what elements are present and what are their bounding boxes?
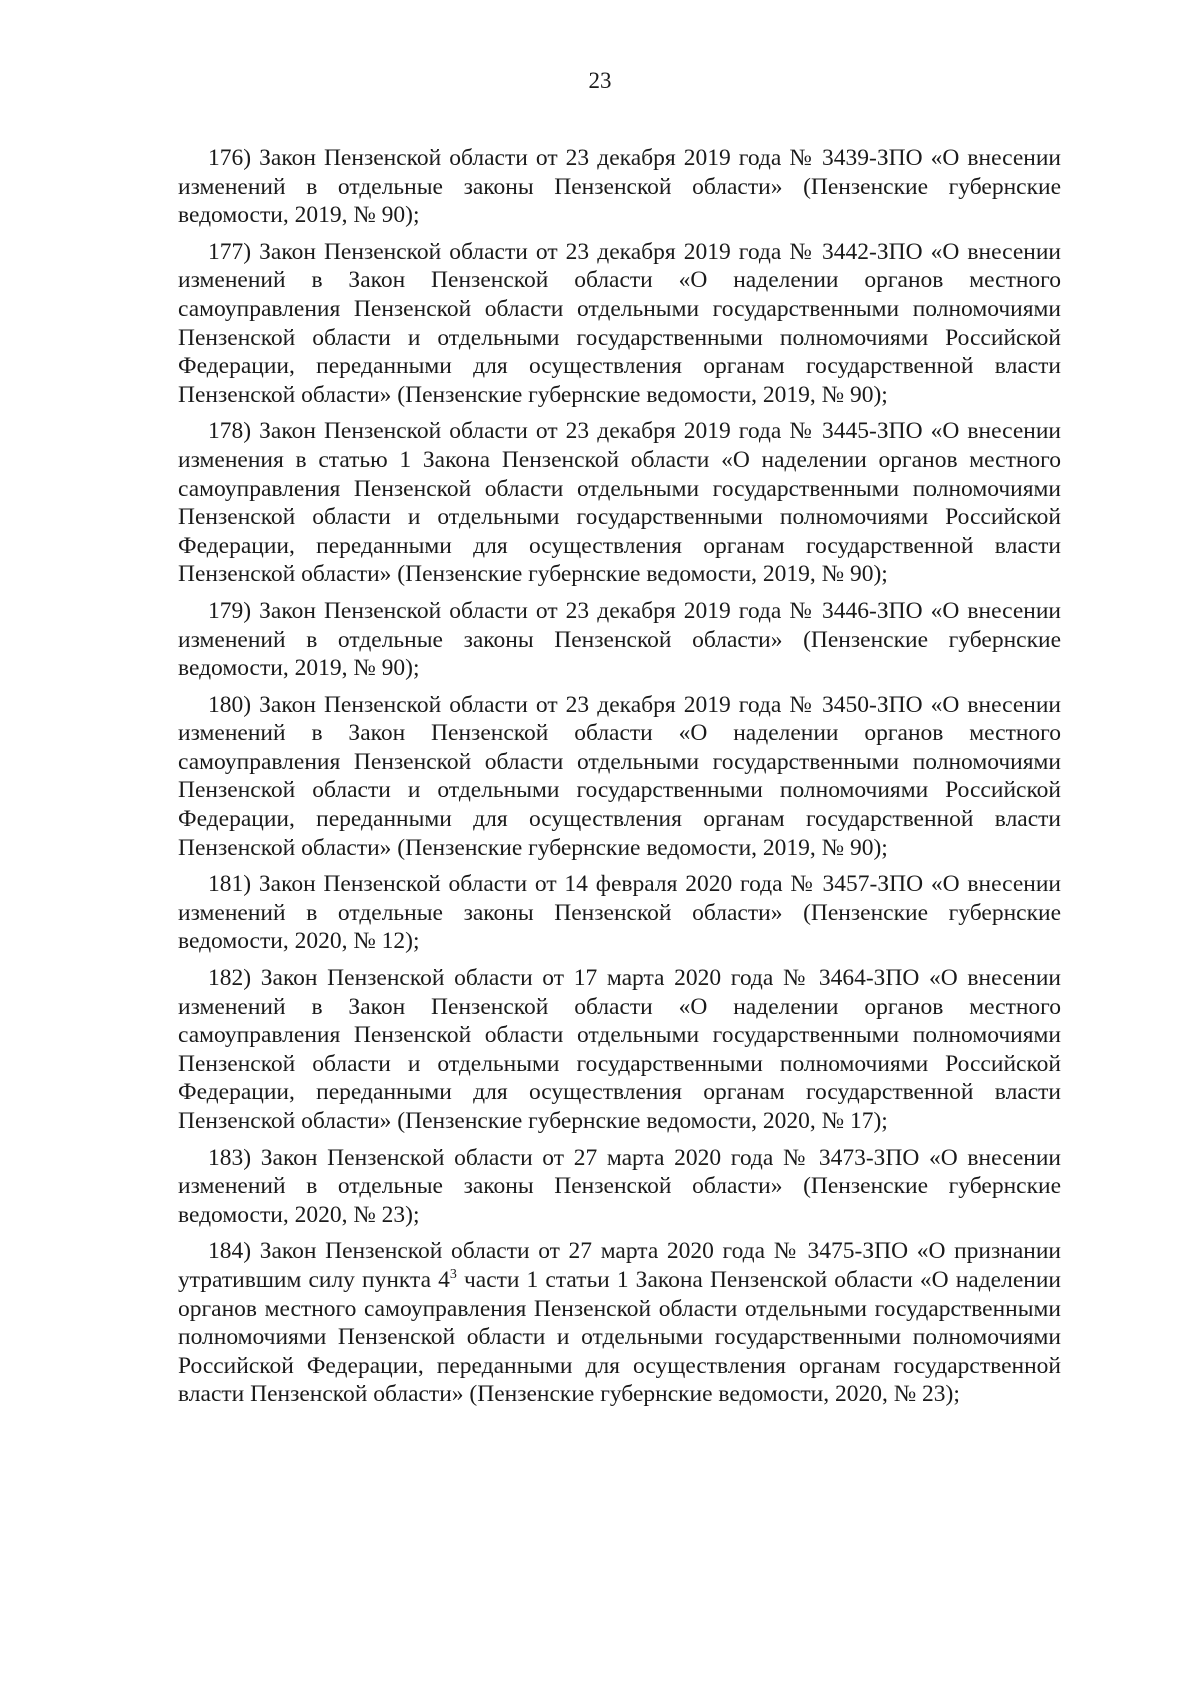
list-item-182: 182) Закон Пензенской области от 17 марта 2020 года № 3464-ЗПО «О внесении изменений в Закон Пензенской области «О наделении органов местного самоуправления Пензенской области отдельными государственными полномочиями Пензенской области и отдельными государственными полномочиями Российской Федерации, переданными для осуществления органам государственной власти Пензенской области» (Пензенские губернские ведомости, 2020, № 17); [178,965,1061,1134]
list-item-177: 177) Закон Пензенской области от 23 декабря 2019 года № 3442-ЗПО «О внесении изменений в Закон Пензенской области «О наделении органов местного самоуправления Пензенской области отдельными государственными полномочиями Пензенской области и отдельными государственными полномочиями Российской Федерации, переданными для осуществления органам государственной власти Пензенской области» (Пензенские губернские ведомости, 2019, № 90); [178,238,1061,408]
list-item-181: 181) Закон Пензенской области от 14 февраля 2020 года № 3457-ЗПО «О внесении изменений в отдельные законы Пензенской области» (Пензенские губернские ведомости, 2020, № 12); [178,871,1061,955]
list-item-183: 183) Закон Пензенской области от 27 марта 2020 года № 3473-ЗПО «О внесении изменений в отдельные законы Пензенской области» (Пензенские губернские ведомости, 2020, № 23); [178,1144,1061,1228]
list-item-180: 180) Закон Пензенской области от 23 декабря 2019 года № 3450-ЗПО «О внесении изменений в Закон Пензенской области «О наделении органов местного самоуправления Пензенской области отдельными государственными полномочиями Пензенской области и отдельными государственными полномочиями Российской Федерации, переданными для осуществления органам государственной власти Пензенской области» (Пензенские губернские ведомости, 2019, № 90); [178,691,1061,861]
list-item-184 [178,1237,1061,1409]
page-number: 23 [588,68,612,93]
list-item-176: 176) Закон Пензенской области от 23 декабря 2019 года № 3439-ЗПО «О внесении изменений в отдельные законы Пензенской области» (Пензенские губернские ведомости, 2019, № 90); [178,145,1061,229]
document-body [178,144,1061,1417]
list-item-178: 178) Закон Пензенской области от 23 декабря 2019 года № 3445-ЗПО «О внесении изменения в статью 1 Закона Пензенской области «О наделении органов местного самоуправления Пензенской области отдельными государственными полномочиями Пензенской области и отдельными государственными полномочиями Российской Федерации, переданными для осуществления органам государственной власти Пензенской области» (Пензенские губернские ведомости, 2019, № 90); [178,418,1061,588]
superscript-number: 3 [449,1267,457,1283]
list-item-184-text-before: 184) Закон Пензенской области от 27 марта 2020 года № 3475-ЗПО «О признании утратившим силу пункта 4 [178,1238,1061,1293]
list-item-184-text-after: части 1 статьи 1 Закона Пензенской области «О наделении органов местного самоуправления Пензенской области отдельными государственными полномочиями Пензенской области и отдельными государственными полномочиями Российской Федерации, переданными для осуществления органам государственной власти Пензенской области» (Пензенские губернские ведомости, 2020, № 23); [178,1266,1061,1408]
list-item-179: 179) Закон Пензенской области от 23 декабря 2019 года № 3446-ЗПО «О внесении изменений в отдельные законы Пензенской области» (Пензенские губернские ведомости, 2019, № 90); [178,597,1061,682]
